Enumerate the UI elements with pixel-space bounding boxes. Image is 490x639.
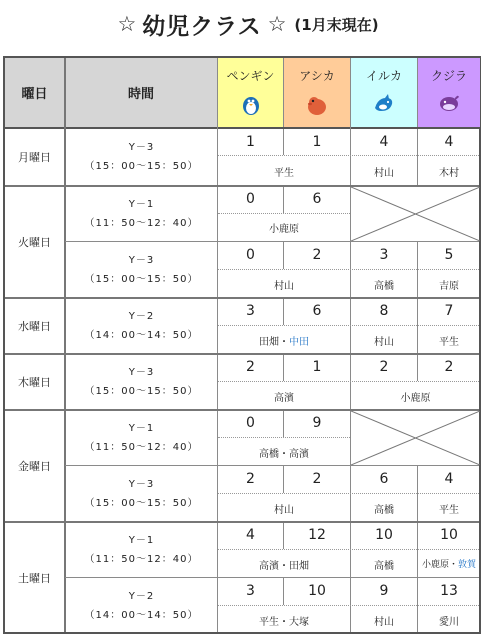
no-class-cross [351,187,480,241]
teacher: 高濱・田畑 [259,561,309,572]
count-penguin: 2 [246,359,255,375]
header-class-sea-lion [284,58,350,127]
sea-lion-icon [305,92,329,116]
header-class-whale [418,58,480,127]
count-whale: 4 [444,134,454,150]
count-dolphin: 6 [379,471,389,487]
header-class-penguin [218,58,283,127]
time-slot [66,138,217,176]
day-wednesday: 水曜日 [18,320,51,333]
level-label: Y－3 [128,142,155,153]
level-label: Y－3 [128,479,155,490]
count-whale: 7 [444,303,454,319]
count-sea-lion: 1 [312,134,322,150]
whale-icon [437,92,461,114]
teacher: 平生 [274,168,294,179]
count-dolphin: 8 [379,303,389,319]
teacher [418,557,480,570]
count-whale: 4 [444,471,454,487]
count-dolphin: 10 [375,527,393,543]
star-icon: ☆ [267,11,287,36]
count-penguin: 2 [246,471,255,487]
count-whale: 10 [440,527,458,543]
title-text: 幼児クラス [142,13,262,40]
count-dolphin: 3 [379,247,389,263]
header-class-dolphin [351,58,417,127]
day-saturday: 土曜日 [18,571,51,585]
header-time: 時間 [65,58,217,127]
count-sea-lion: 2 [312,471,322,487]
teacher: 村山 [374,617,394,628]
level-label: Y－1 [128,199,155,210]
level-label: Y－1 [128,423,155,434]
count-sea-lion: 12 [308,527,326,543]
time-slot [66,307,217,345]
count-sea-lion: 1 [312,359,322,375]
teacher: 平生・大塚 [259,617,309,628]
teacher-name: 小鹿原 [421,560,449,570]
count-penguin: 1 [246,134,255,150]
day-tuesday: 火曜日 [18,236,51,249]
count-penguin: 0 [246,415,255,431]
day-monday: 月曜日 [18,151,51,164]
class-name: ペンギン [226,69,275,83]
level-label: Y－2 [128,311,155,322]
count-whale: 2 [444,359,454,375]
time-slot [66,475,217,513]
time-range: （11：50～12：40） [84,554,199,565]
time-slot [66,419,217,457]
separator: ・ [448,560,458,570]
teacher: 小鹿原 [400,393,431,404]
time-range: （15：00～15：50） [84,274,199,285]
time-slot [66,587,217,625]
teacher-name-highlight: 中田 [289,337,309,348]
time-range: （15：00～15：50） [84,498,199,509]
star-icon: ☆ [117,11,137,36]
teacher: 吉原 [439,281,459,292]
teacher: 村山 [374,337,394,348]
count-sea-lion: 2 [312,247,322,263]
class-name: アシカ [299,69,335,83]
teacher-name: 田畑 [259,337,279,348]
teacher: 高橋・高濱 [259,449,309,460]
time-range: （14：00～14：50） [84,610,199,621]
time-range: （11：50～12：40） [84,442,199,453]
level-label: Y－2 [128,591,155,602]
count-penguin: 3 [246,583,255,599]
teacher: 木村 [439,168,459,179]
penguin-icon [240,92,262,116]
no-class-cross [351,411,480,465]
count-sea-lion: 6 [312,191,322,207]
time-range: （15：00～15：50） [84,161,199,172]
count-whale: 13 [440,583,458,599]
teacher: 村山 [274,281,294,292]
dolphin-icon [372,92,396,116]
time-range: （14：00～14：50） [84,330,199,341]
teacher: 平生 [439,505,459,516]
teacher: 村山 [374,168,394,179]
count-sea-lion: 6 [312,303,322,319]
class-name: クジラ [430,69,467,83]
count-penguin: 0 [246,247,255,263]
teacher: 村山 [274,505,294,516]
header-day: 曜日 [5,58,64,127]
level-label: Y－3 [128,367,155,378]
time-range: （11：50～12：40） [84,218,199,229]
schedule-table [3,56,481,634]
count-penguin: 4 [246,527,255,543]
count-dolphin: 9 [379,583,389,599]
time-slot [66,531,217,569]
teacher: 高橋 [374,561,394,572]
teacher: 高濱 [274,393,294,404]
separator: ・ [279,337,289,348]
time-slot [66,195,217,233]
level-label: Y－3 [128,255,155,266]
level-label: Y－1 [128,535,155,546]
time-slot [66,363,217,401]
count-penguin: 0 [246,191,255,207]
day-friday: 金曜日 [18,460,51,473]
time-slot [66,251,217,289]
time-range: （15：00～15：50） [84,386,199,397]
page-title [0,4,490,44]
count-sea-lion: 9 [312,415,322,431]
day-thursday: 木曜日 [18,376,51,389]
count-penguin: 3 [246,303,255,319]
class-name: イルカ [365,69,402,83]
teacher [218,333,350,348]
count-whale: 5 [444,247,454,263]
teacher: 高橋 [374,505,394,516]
count-sea-lion: 10 [308,583,326,599]
teacher: 小鹿原 [269,224,299,235]
teacher: 高橋 [374,281,394,292]
teacher-name-highlight: 敦賀 [458,560,477,570]
teacher: 平生 [439,337,459,348]
count-dolphin: 2 [379,359,389,375]
count-dolphin: 4 [379,134,389,150]
teacher: 愛川 [439,617,459,628]
title-note: (1月末現在) [294,15,379,34]
